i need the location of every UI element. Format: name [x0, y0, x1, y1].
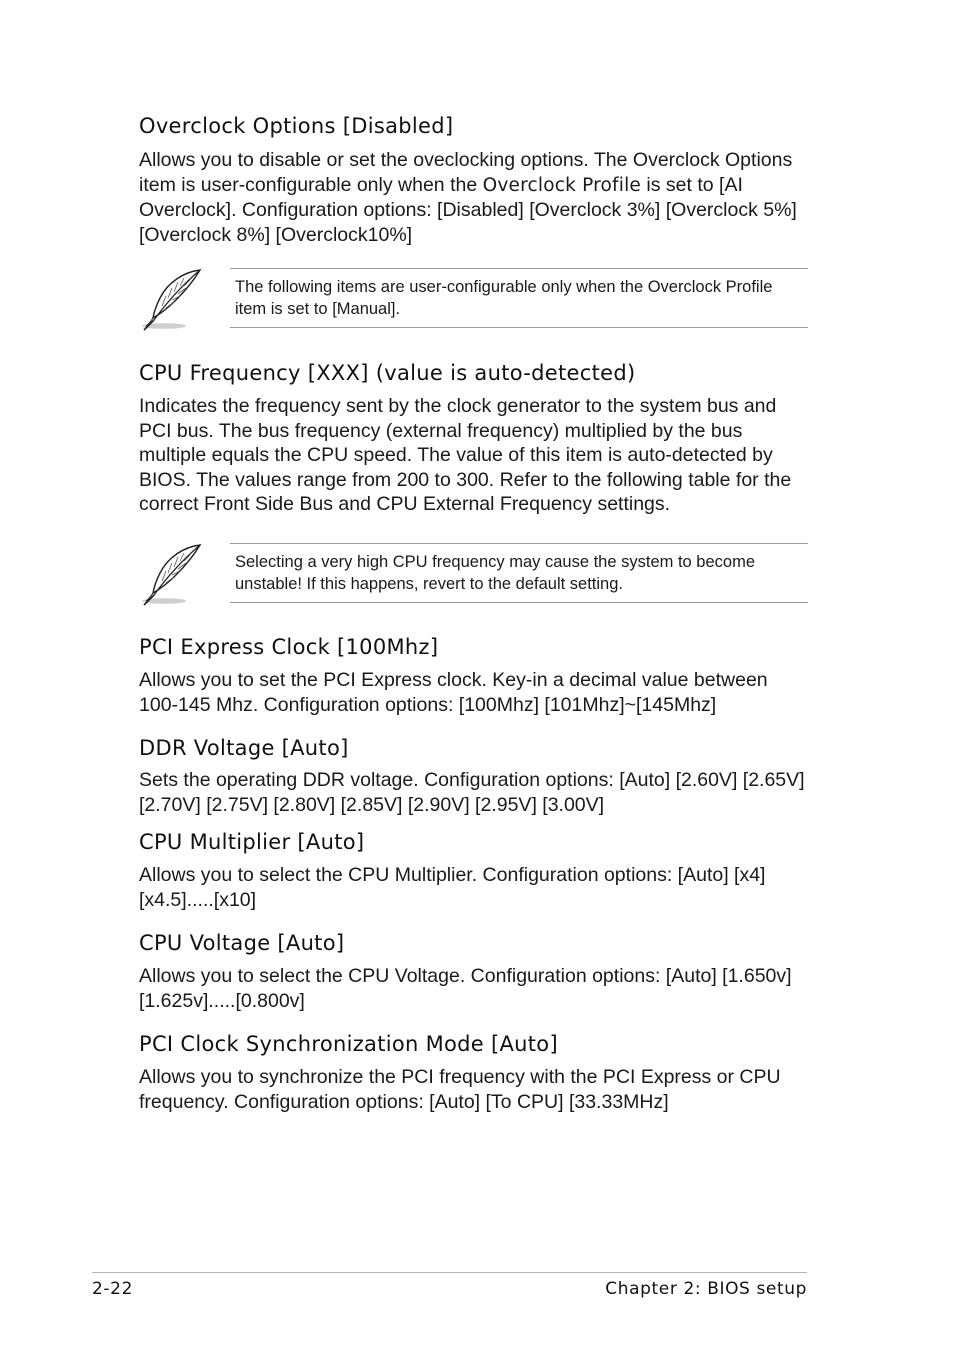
cpu-voltage-heading: CPU Voltage [Auto] [139, 931, 345, 955]
overclock-options-heading: Overclock Options [Disabled] [139, 114, 454, 138]
overclock-options-text-1: Allows you to disable or set the oveclocking options. The Overclock Options item is user-configurable only when the [139, 149, 793, 196]
overclock-options-text-2: is set to [AI Overclock]. Configuration options: [Disabled] [Overclock 3%] [Overclock 5%] [Overclock 8%] [Overclock10%] [139, 173, 797, 246]
ddr-voltage-heading: DDR Voltage [Auto] [139, 736, 349, 760]
note-manual-profile [140, 268, 808, 328]
quill-note-icon [140, 268, 204, 332]
ddr-voltage-description: Sets the operating DDR voltage. Configuration options: [Auto] [2.60V] [2.65V] [2.70V] [2.75V] [2.80V] [2.85V] [2.90V] [2.95V] [3.00V] [139, 769, 805, 816]
pci-clock-sync-heading: PCI Clock Synchronization Mode [Auto] [139, 1032, 558, 1056]
chapter-title: Chapter 2: BIOS setup [605, 1279, 807, 1299]
cpu-voltage-description: Allows you to select the CPU Voltage. Configuration options: [Auto] [1.650v] [1.625v].....[0.800v] [139, 965, 792, 1012]
quill-note-icon [140, 543, 204, 607]
note-high-frequency-warning [140, 543, 808, 603]
pci-express-clock-heading: PCI Express Clock [100Mhz] [139, 635, 439, 659]
pci-clock-sync-description: Allows you to synchronize the PCI frequency with the PCI Express or CPU frequency. Configuration options: [Auto] [To CPU] [33.33MHz] [139, 1066, 781, 1113]
note-box [230, 543, 808, 603]
cpu-multiplier-heading: CPU Multiplier [Auto] [139, 830, 365, 854]
note-text: The following items are user-configurable only when the Overclock Profile item is set to [Manual]. [235, 278, 773, 318]
overclock-profile-keyword: Overclock Profile [482, 174, 642, 196]
note-box [230, 268, 808, 328]
cpu-frequency-description: Indicates the frequency sent by the clock generator to the system bus and PCI bus. The bus frequency (external frequency) multiplied by the bus multiple equals the CPU speed. The value of this item is auto-detected by BIOS. The values range from 200 to 300. Refer to the following table for the correct Front Side Bus and CPU External Frequency settings. [139, 395, 792, 515]
page-number: 2-22 [92, 1279, 133, 1299]
pci-express-clock-description: Allows you to set the PCI Express clock. Key-in a decimal value between 100-145 Mhz. Configuration options: [100Mhz] [101Mhz]~[145Mhz] [139, 669, 768, 716]
overclock-options-description [139, 148, 807, 247]
cpu-frequency-heading: CPU Frequency [XXX] (value is auto-detected) [139, 361, 636, 385]
footer-divider [92, 1272, 807, 1273]
cpu-multiplier-description: Allows you to select the CPU Multiplier. Configuration options: [Auto] [x4] [x4.5].....[x10] [139, 864, 766, 911]
note-text: Selecting a very high CPU frequency may cause the system to become unstable! If this happens, revert to the default setting. [235, 553, 755, 593]
